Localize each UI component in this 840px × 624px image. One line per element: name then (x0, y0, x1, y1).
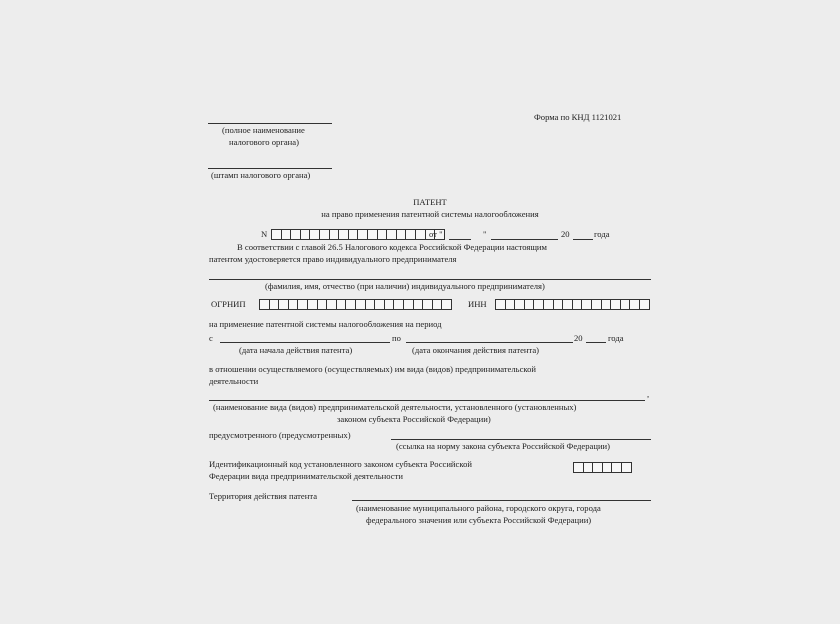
digit-cell[interactable] (563, 299, 573, 310)
form-title: ПАТЕНТ (413, 197, 447, 207)
statement-line: патентом удостоверяется право индивидуального предпринимателя (209, 254, 457, 264)
digit-cell[interactable] (318, 299, 328, 310)
digit-cell[interactable] (368, 229, 378, 240)
digit-cell[interactable] (310, 229, 320, 240)
patent-number-cells[interactable] (271, 229, 445, 240)
digit-cell[interactable] (414, 299, 424, 310)
digit-cell[interactable] (416, 229, 426, 240)
end-date-caption: (дата окончания действия патента) (412, 345, 540, 355)
digit-cell[interactable] (330, 229, 340, 240)
year-prefix: 20 (561, 229, 570, 239)
digit-cell[interactable] (423, 299, 433, 310)
digit-cell[interactable] (291, 229, 301, 240)
law-reference-line[interactable] (391, 439, 651, 440)
digit-cell[interactable] (320, 229, 330, 240)
digit-cell[interactable] (394, 299, 404, 310)
digit-cell[interactable] (506, 299, 516, 310)
territory-line[interactable] (352, 500, 651, 501)
day-line[interactable] (449, 239, 471, 240)
activity-line: в отношении осуществляемого (осуществляемых) им вида (видов) предпринимательской (209, 364, 537, 374)
stamp-line[interactable] (208, 168, 332, 169)
digit-cell[interactable] (603, 462, 613, 473)
period-intro: на применение патентной системы налогообложения на период (209, 319, 442, 329)
form-subtitle: на право применения патентной системы налогообложения (321, 209, 539, 219)
digit-cell[interactable] (349, 229, 359, 240)
digit-cell[interactable] (378, 229, 388, 240)
period-year-prefix: 20 (574, 333, 583, 343)
digit-cell[interactable] (301, 229, 311, 240)
digit-cell[interactable] (621, 299, 631, 310)
digit-cell[interactable] (554, 299, 564, 310)
tax-authority-caption: налогового органа) (229, 137, 299, 147)
digit-cell[interactable] (573, 299, 583, 310)
year-suffix: года (594, 229, 610, 239)
digit-cell[interactable] (433, 299, 443, 310)
digit-cell[interactable] (397, 229, 407, 240)
activity-name-line[interactable] (209, 400, 645, 401)
digit-cell[interactable] (622, 462, 632, 473)
form-code: Форма по КНД 1121021 (534, 112, 622, 122)
digit-cell[interactable] (387, 229, 397, 240)
tax-authority-line[interactable] (208, 123, 332, 124)
period-to-label: по (392, 333, 401, 343)
territory-label: Территория действия патента (209, 491, 318, 501)
territory-caption: (наименование муниципального района, городского округа, города (356, 503, 601, 513)
digit-cell[interactable] (406, 229, 416, 240)
digit-cell[interactable] (375, 299, 385, 310)
period-from-label: с (209, 333, 213, 343)
digit-cell[interactable] (611, 299, 621, 310)
digit-cell[interactable] (339, 229, 349, 240)
digit-cell[interactable] (630, 299, 640, 310)
digit-cell[interactable] (544, 299, 554, 310)
from-label: от " (429, 229, 443, 239)
digit-cell[interactable] (534, 299, 544, 310)
activity-line: деятельности (209, 376, 259, 386)
digit-cell[interactable] (592, 299, 602, 310)
period-year-suffix: года (608, 333, 624, 343)
period-year-line[interactable] (586, 342, 606, 343)
digit-cell[interactable] (270, 299, 280, 310)
digit-cell[interactable] (515, 299, 525, 310)
digit-cell[interactable] (346, 299, 356, 310)
id-code-cells[interactable] (573, 462, 632, 473)
digit-cell[interactable] (298, 299, 308, 310)
number-label: N (261, 229, 268, 239)
digit-cell[interactable] (279, 299, 289, 310)
digit-cell[interactable] (525, 299, 535, 310)
digit-cell[interactable] (289, 299, 299, 310)
digit-cell[interactable] (272, 229, 282, 240)
digit-cell[interactable] (260, 299, 270, 310)
digit-cell[interactable] (356, 299, 366, 310)
digit-cell[interactable] (574, 462, 584, 473)
end-date-line[interactable] (406, 342, 573, 343)
digit-cell[interactable] (404, 299, 414, 310)
inn-cells[interactable] (495, 299, 650, 310)
digit-cell[interactable] (640, 299, 650, 310)
provided-label: предусмотренного (предусмотренных) (209, 430, 351, 440)
digit-cell[interactable] (496, 299, 506, 310)
law-reference-caption: (ссылка на норму закона субъекта Российской Федерации) (396, 441, 611, 451)
quote-close: " (483, 229, 487, 239)
ogrnip-label: ОГРНИП (211, 299, 246, 309)
fio-line[interactable] (209, 279, 651, 280)
year-line[interactable] (573, 239, 593, 240)
digit-cell[interactable] (593, 462, 603, 473)
digit-cell[interactable] (612, 462, 622, 473)
activity-caption: законом субъекта Российской Федерации) (337, 414, 491, 424)
id-code-line: Федерации вида предпринимательской деятельности (209, 471, 403, 481)
digit-cell[interactable] (584, 462, 594, 473)
start-date-caption: (дата начала действия патента) (239, 345, 353, 355)
activity-caption: (наименование вида (видов) предпринимательской деятельности, установленного (установленных) (213, 402, 577, 412)
territory-caption: федерального значения или субъекта Российской Федерации) (366, 515, 592, 525)
digit-cell[interactable] (337, 299, 347, 310)
digit-cell[interactable] (385, 299, 395, 310)
digit-cell[interactable] (582, 299, 592, 310)
id-code-line: Идентификационный код установленного законом субъекта Российской (209, 459, 472, 469)
activity-comma: , (647, 389, 650, 399)
start-date-line[interactable] (220, 342, 390, 343)
fio-caption: (фамилия, имя, отчество (при наличии) индивидуального предпринимателя) (265, 281, 545, 291)
digit-cell[interactable] (358, 229, 368, 240)
digit-cell[interactable] (602, 299, 612, 310)
stamp-caption: (штамп налогового органа) (211, 170, 311, 180)
digit-cell[interactable] (282, 229, 292, 240)
digit-cell[interactable] (442, 299, 452, 310)
digit-cell[interactable] (366, 299, 376, 310)
month-line[interactable] (491, 239, 558, 240)
inn-label: ИНН (468, 299, 487, 309)
digit-cell[interactable] (308, 299, 318, 310)
ogrnip-cells[interactable] (259, 299, 452, 310)
digit-cell[interactable] (327, 299, 337, 310)
statement-line: В соответствии с главой 26.5 Налогового кодекса Российской Федерации настоящим (237, 242, 547, 252)
tax-authority-caption: (полное наименование (222, 125, 305, 135)
